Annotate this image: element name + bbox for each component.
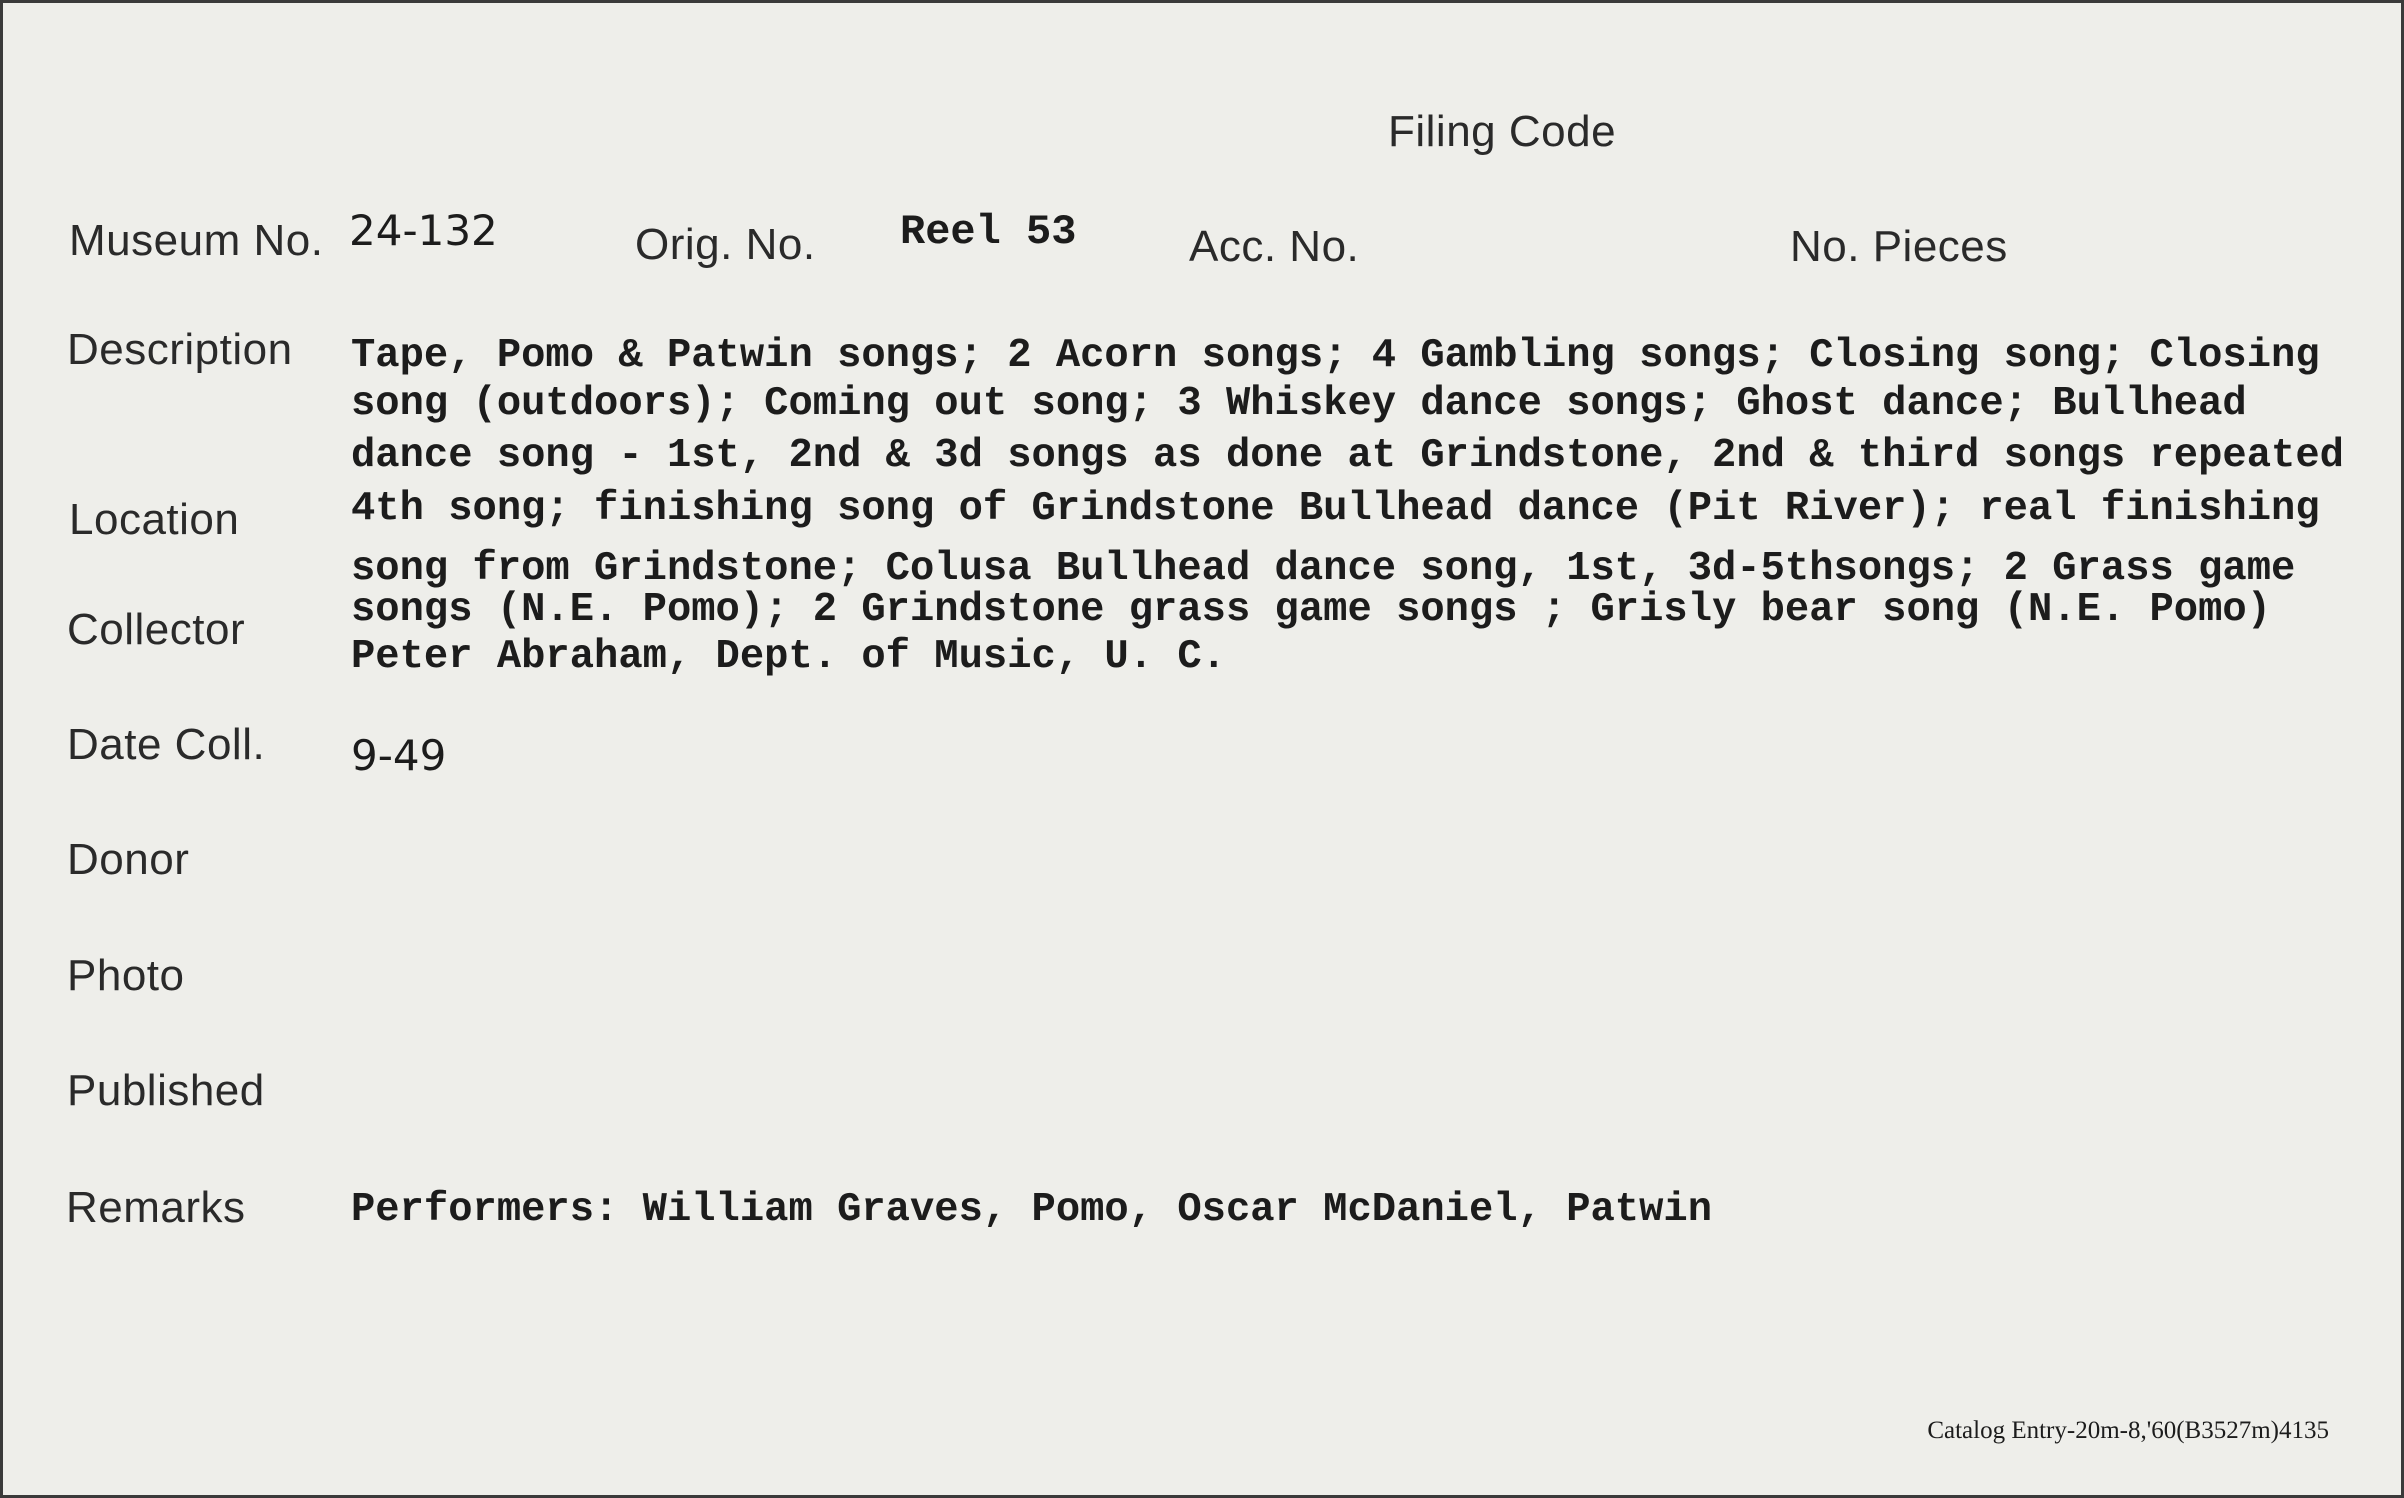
- donor-label: Donor: [67, 835, 190, 884]
- date-coll-value: 9-49: [351, 731, 447, 780]
- museum-no-label: Museum No.: [69, 216, 324, 265]
- filing-code-label: Filing Code: [1388, 107, 1617, 156]
- location-label: Location: [69, 495, 240, 544]
- catalog-footer: Catalog Entry-20m-8,'60(B3527m)4135: [1927, 1417, 2329, 1444]
- acc-no-label: Acc. No.: [1189, 222, 1360, 271]
- description-line: 4th song; finishing song of Grindstone Bullhead dance (Pit River); real finishing: [351, 486, 2320, 532]
- date-coll-label: Date Coll.: [67, 720, 266, 769]
- collector-value: Peter Abraham, Dept. of Music, U. C.: [351, 634, 1226, 680]
- remarks-label: Remarks: [66, 1183, 246, 1232]
- description-line: dance song - 1st, 2nd & 3d songs as done at Grindstone, 2nd & third songs repeated: [351, 433, 2344, 479]
- description-line: Tape, Pomo & Patwin songs; 2 Acorn songs; 4 Gambling songs; Closing song; Closing: [351, 333, 2320, 379]
- description-label: Description: [67, 325, 293, 374]
- remarks-value: Performers: William Graves, Pomo, Oscar McDaniel, Patwin: [351, 1187, 1713, 1233]
- published-label: Published: [67, 1066, 265, 1115]
- orig-no-value: Reel 53: [900, 208, 1077, 256]
- description-line: songs (N.E. Pomo); 2 Grindstone grass game songs ; Grisly bear song (N.E. Pomo): [351, 587, 2272, 633]
- bleed-through-text: [1283, 73, 1306, 116]
- museum-no-value: 24-132: [349, 206, 498, 255]
- description-line: song from Grindstone; Colusa Bullhead dance song, 1st, 3d-5thsongs; 2 Grass game: [351, 546, 2296, 592]
- description-line: song (outdoors); Coming out song; 3 Whiskey dance songs; Ghost dance; Bullhead: [351, 381, 2247, 427]
- photo-label: Photo: [67, 951, 185, 1000]
- orig-no-label: Orig. No.: [635, 220, 816, 269]
- collector-label: Collector: [67, 605, 246, 654]
- no-pieces-label: No. Pieces: [1790, 222, 2008, 271]
